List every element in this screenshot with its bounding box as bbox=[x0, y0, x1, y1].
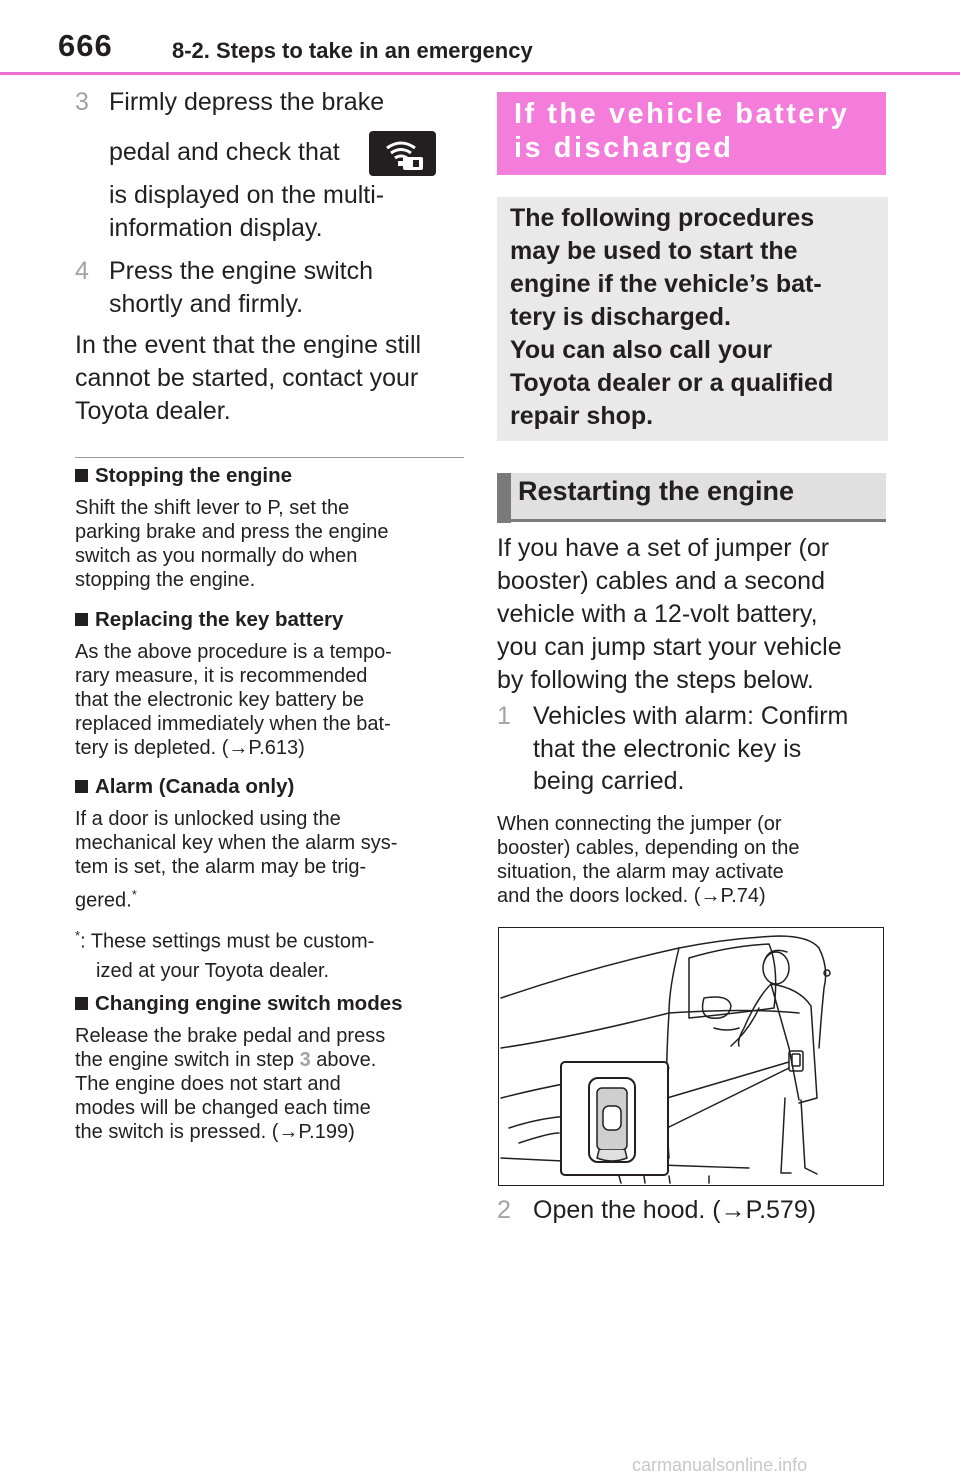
summary-text: The following procedures may be used to start the engine if the vehicle’s bat- tery is discharged. You can also call your Toyota dealer or a qualified repair shop. bbox=[510, 204, 834, 430]
note-title: Replacing the key battery bbox=[75, 608, 470, 632]
step-2: 2 Open the hood. (→P.579) bbox=[497, 1194, 897, 1234]
header-rule bbox=[0, 72, 960, 75]
person-holding-key-illustration bbox=[499, 928, 884, 1186]
note-title: Stopping the engine bbox=[75, 464, 470, 488]
square-bullet-icon bbox=[75, 469, 88, 482]
step-text: is displayed on the multi- bbox=[109, 181, 385, 209]
note-title: Changing engine switch modes bbox=[75, 992, 470, 1016]
note-body: Release the brake pedal and press the engine switch in step 3 above. The engine does not start and modes will be changed each time the switch is pressed. (→P.199) bbox=[75, 1025, 386, 1143]
note-switch-modes bbox=[75, 992, 470, 1144]
note-title: Alarm (Canada only) bbox=[75, 775, 470, 799]
step-1: 1 Vehicles with alarm: Confirm that the electronic key is being carried. bbox=[497, 702, 849, 795]
note-key-battery bbox=[75, 608, 470, 760]
note-body: If a door is unlocked using the mechanical key when the alarm sys- tem is set, the alarm may be trig- gered.* bbox=[75, 808, 398, 912]
subsection-title: Restarting the engine bbox=[518, 476, 795, 506]
section-title: 8-2. Steps to take in an emergency bbox=[172, 38, 533, 63]
step-number: 2 bbox=[497, 1196, 511, 1224]
section-banner-title: If the vehicle battery is discharged bbox=[514, 98, 850, 164]
illustration bbox=[498, 927, 884, 1186]
paragraph-line: cannot be started, contact your bbox=[75, 364, 419, 392]
event-paragraph bbox=[75, 329, 475, 428]
subsection-bar bbox=[497, 473, 511, 523]
square-bullet-icon bbox=[75, 780, 88, 793]
subsection-underline bbox=[497, 519, 886, 522]
square-bullet-icon bbox=[75, 613, 88, 626]
divider bbox=[75, 457, 464, 458]
step-4 bbox=[75, 255, 475, 325]
note-body: Shift the shift lever to P, set the parking brake and press the engine switch as you normally do when stopping the engine. bbox=[75, 497, 389, 591]
paragraph-line: In the event that the engine still bbox=[75, 331, 422, 359]
jumper-note: When connecting the jumper (or booster) cables, depending on the situation, the alarm may activate and the doors locked. (→P.74) bbox=[497, 813, 800, 907]
step-reference: 3 bbox=[299, 1049, 311, 1071]
step-text: shortly and firmly. bbox=[109, 290, 304, 318]
step-text: information display. bbox=[109, 214, 323, 242]
note-alarm bbox=[75, 775, 470, 986]
step-text: Firmly depress the brake bbox=[109, 88, 385, 116]
step-number: 1 bbox=[497, 702, 511, 730]
note-body: As the above procedure is a tempo- rary measure, it is recommended that the electronic key battery be replaced immediately when the bat- tery is depleted. (→P.613) bbox=[75, 641, 392, 759]
step-text: Press the engine switch bbox=[109, 257, 374, 285]
intro-paragraph: If you have a set of jumper (or booster) cables and a second vehicle with a 12-volt battery, you can jump start your vehicle by following the steps below. bbox=[497, 534, 842, 694]
step-text: pedal and check that bbox=[109, 138, 340, 166]
paragraph-line: Toyota dealer. bbox=[75, 397, 231, 425]
key-indicator-icon bbox=[369, 131, 436, 176]
watermark: carmanualsonline.info bbox=[632, 1455, 808, 1475]
note-stopping bbox=[75, 464, 470, 592]
page-number: 666 bbox=[58, 28, 113, 63]
step-number: 4 bbox=[75, 257, 89, 285]
step-number: 3 bbox=[75, 88, 89, 116]
footnote: *: These settings must be custom- ized at your Toyota dealer. bbox=[75, 927, 375, 983]
square-bullet-icon bbox=[75, 997, 88, 1010]
